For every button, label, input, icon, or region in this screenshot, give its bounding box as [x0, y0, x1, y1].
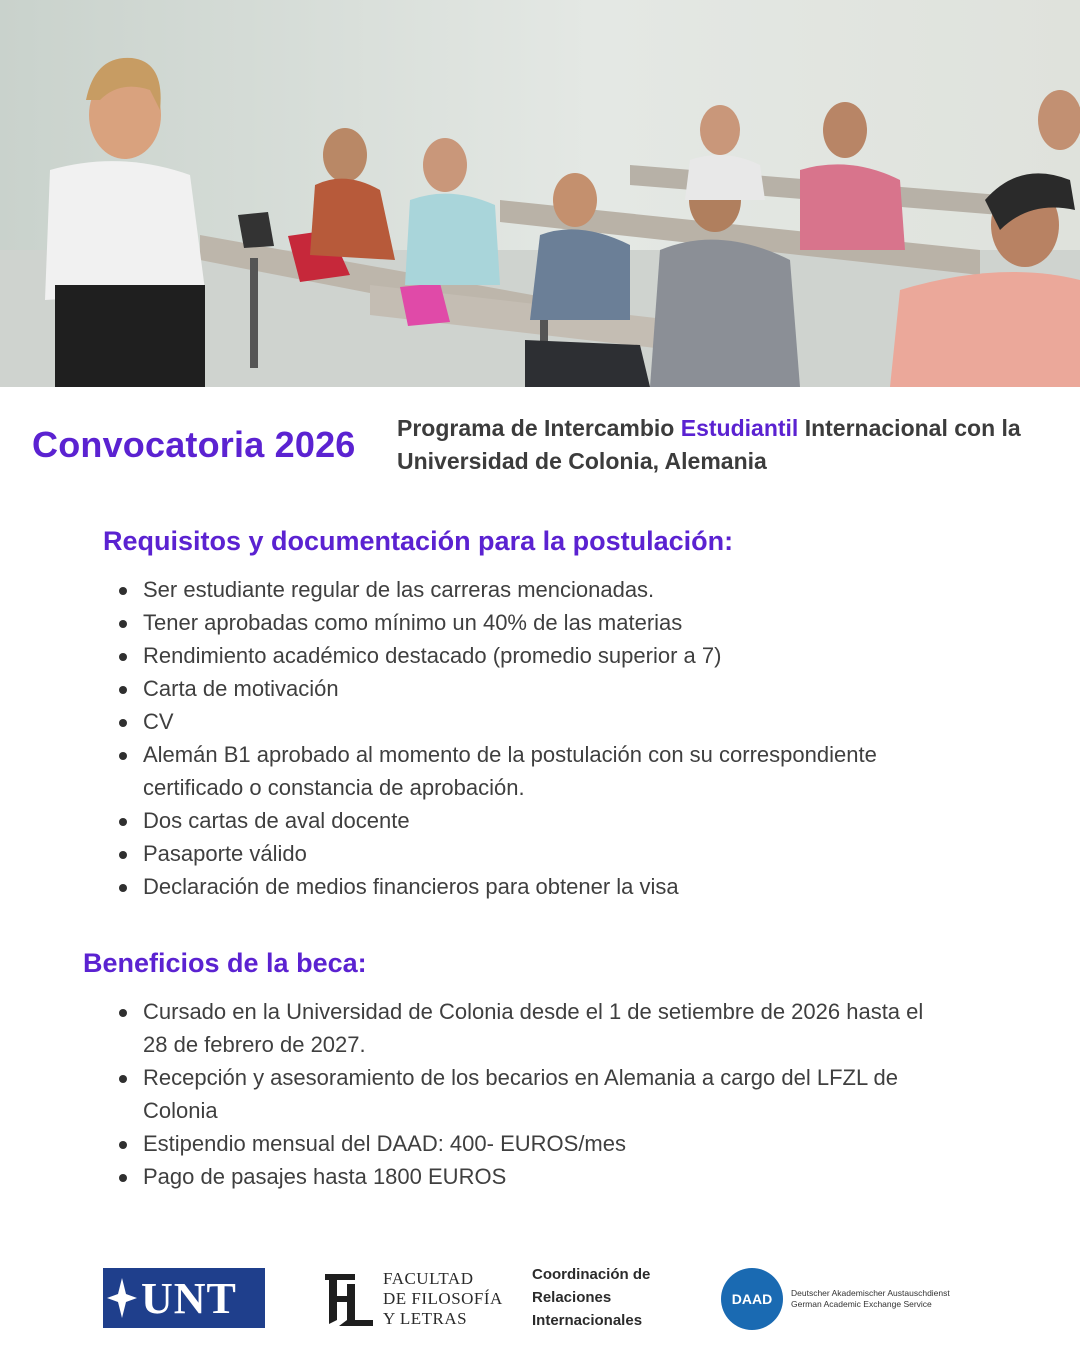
list-item: Ser estudiante regular de las carreras mencionadas.: [143, 573, 933, 606]
faculty-line-1: FACULTAD: [383, 1269, 474, 1288]
list-item: Cursado en la Universidad de Colonia desde el 1 de setiembre de 2026 hasta el 28 de febrero de 2027.: [143, 995, 933, 1061]
program-subtitle: [397, 412, 1037, 478]
classroom-illustration: [0, 0, 1080, 387]
benefits-heading: Beneficios de la beca:: [83, 948, 367, 978]
list-item: Pasaporte válido: [143, 837, 933, 870]
hero-photo: [0, 0, 1080, 387]
daad-circle: DAAD: [721, 1268, 783, 1330]
faculty-mark-icon: [321, 1270, 375, 1328]
requirements-list: [143, 573, 933, 903]
subtitle-part-2: Internacional con la Universidad de Colonia, Alemania: [397, 415, 1021, 474]
coordination-line-3: Internacionales: [532, 1312, 643, 1329]
list-item: Dos cartas de aval docente: [143, 804, 933, 837]
faculty-logo: [321, 1268, 511, 1330]
list-item: Declaración de medios financieros para obtener la visa: [143, 870, 933, 903]
list-item: Carta de motivación: [143, 672, 933, 705]
faculty-line-3: Y LETRAS: [383, 1309, 468, 1328]
subtitle-part-1: Programa de Intercambio: [397, 415, 681, 441]
list-item: Recepción y asesoramiento de los becarios en Alemania a cargo del LFZL de Colonia: [143, 1061, 933, 1127]
list-item: Alemán B1 aprobado al momento de la postulación con su correspondiente certificado o constancia de aprobación.: [143, 738, 933, 804]
coordination-label: [532, 1263, 682, 1332]
star-icon: [103, 1268, 141, 1328]
unt-logo: [103, 1268, 265, 1328]
benefits-list: [143, 995, 933, 1193]
coordination-line-1: Coordinación de: [532, 1266, 651, 1283]
requirements-heading: Requisitos y documentación para la postulación:: [103, 526, 734, 556]
subtitle-accent: Estudiantil: [680, 415, 799, 441]
faculty-line-2: DE FILOSOFÍA: [383, 1289, 503, 1308]
page-title: Convocatoria 2026: [32, 424, 356, 465]
list-item: Estipendio mensual del DAAD: 400- EUROS/mes: [143, 1127, 933, 1160]
coordination-line-2: Relaciones: [532, 1289, 612, 1306]
daad-line-1: Deutscher Akademischer Austauschdienst: [791, 1288, 950, 1298]
unt-label: UNT: [141, 1273, 237, 1323]
list-item: Tener aprobadas como mínimo un 40% de las materias: [143, 606, 933, 639]
list-item: CV: [143, 705, 933, 738]
list-item: Pago de pasajes hasta 1800 EUROS: [143, 1160, 933, 1193]
list-item: Rendimiento académico destacado (promedio superior a 7): [143, 639, 933, 672]
daad-line-2: German Academic Exchange Service: [791, 1299, 932, 1309]
